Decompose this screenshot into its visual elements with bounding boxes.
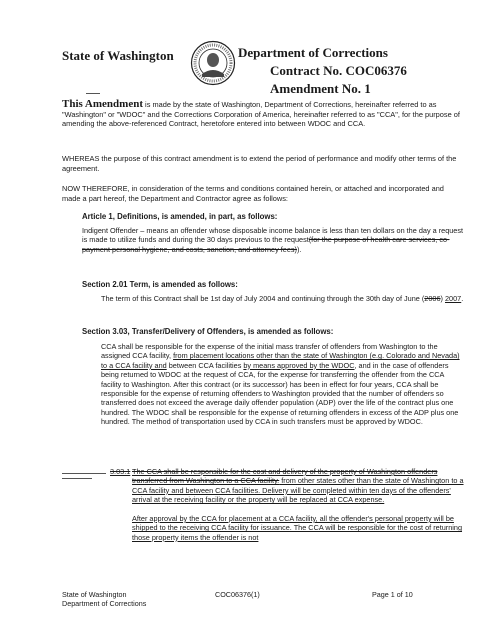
intro-paragraph [62, 100, 462, 129]
article1-text [82, 226, 464, 254]
section201-sep: ) [440, 294, 445, 303]
section303-heading: Section 3.03, Transfer/Delivery of Offenders, is amended as follows: [82, 327, 334, 336]
footer-contract-id: COC06376(1) [215, 590, 260, 599]
section303-sub-struck: The CCA shall be responsible for the cost and delivery of the property of Washington offenders transferred from Washington to a CCA facility. [132, 467, 438, 486]
footer-dept: Department of Corrections [62, 599, 147, 608]
section303-sub-number: 3.03.1 [110, 467, 131, 476]
header-contract: Contract No. COC06376 [270, 63, 407, 78]
footer-left [62, 590, 146, 608]
therefore-paragraph: NOW THEREFORE, in consideration of the terms and conditions contained herein, or attached and incorporated and made a part hereof, the Department and Contractor agree as follows: [62, 184, 444, 203]
section303-sub-paragraph [132, 467, 464, 505]
section303-p1-u2: by means approved by the WDOC [243, 360, 355, 370]
section201-text [101, 294, 464, 303]
section201-end: . [461, 294, 464, 303]
section303-p2 [132, 514, 464, 542]
article1-body: Indigent Offender – means an offender whose disposable income balance is less than ten dollars on the day a request is made to utilize funds and during the 30 days previous to the request [82, 226, 464, 245]
section303-p1-a: CCA shall be responsible for the expense of the initial mass transfer of offenders from Washington to the assigned CCA facility, [101, 342, 438, 361]
section201-heading: Section 2.01 Term, is amended as follows: [82, 280, 238, 289]
intro-text: is made by the state of Washington, Department of Corrections, hereinafter referred to as "Washington" or "WDOC" and the Corrections Corporation of America, hereinafter referred to as "CCA", for the purpose of amending the above-referenced Contract, heretofore entered into between WDOC and CCA. [62, 100, 460, 129]
section303-p2-text: After approval by the CCA for placement at a CCA facility, all the offender's personal property will be shipped to the receiving CCA facility for issuance. The CCA will be responsible for the cost of returning those property items the offender is not [132, 514, 463, 542]
header-state: State of Washington [62, 48, 174, 63]
section303-p1-b: between CCA facilities [166, 360, 244, 370]
header-amendment: Amendment No. 1 [270, 81, 371, 96]
footer-page-number: Page 1 of 10 [372, 590, 413, 599]
section303-p1-c: , and in the case of offenders being returned to WDOC at the request of CCA, for the expense for transferring the offender from the CCA facility to Washington. After this contract (or its successor) has been in effect for four years, CCA shall be responsible for the expense of returning offenders to Washington provided that the number of offenders so transferred does not exceed the average daily offender population (ADP) over the life of the contract plus one hundred. The WDOC shall be responsible for the expense of returning offenders in excess of the ADP plus one hundred. The method of transportation used by CCA in such transfers must be approved by WDOC. [101, 360, 459, 427]
section201-struck: 2006 [424, 294, 441, 303]
section303-p1-u1: from placement locations other than the state of Washington (e.g. Colorado and Nevada) to a CCA facility and [101, 351, 460, 370]
section303-p1 [101, 342, 464, 427]
whereas-paragraph: WHEREAS the purpose of this contract amendment is to extend the period of performance and modify other terms of the agreement. [62, 154, 457, 173]
state-seal-icon [190, 40, 236, 86]
section201-new: 2007 [445, 294, 462, 303]
article1-heading: Article 1, Definitions, is amended, in part, as follows: [82, 212, 278, 221]
article1-end: ). [296, 244, 302, 254]
header-dept: Department of Corrections [238, 45, 388, 60]
article1-struck: (for the purpose of health care services, co-payment personal hygiene, and costs, sanction, and attorney fees) [82, 235, 450, 254]
section201-body: The term of this Contract shall be 1st day of July 2004 and continuing through the 30th day of June ( [101, 294, 425, 303]
footer-state: State of Washington [62, 590, 127, 599]
header-block [238, 44, 407, 98]
intro-lead: This Amendment [62, 98, 143, 110]
section303-sub-new: from other states other than the state of Washington to a CCA facility and between CCA facilities. Delivery will be completed within ten days of the offenders' arrival at the receiving facility or the property will be replaced at CCA expense. [132, 476, 464, 505]
